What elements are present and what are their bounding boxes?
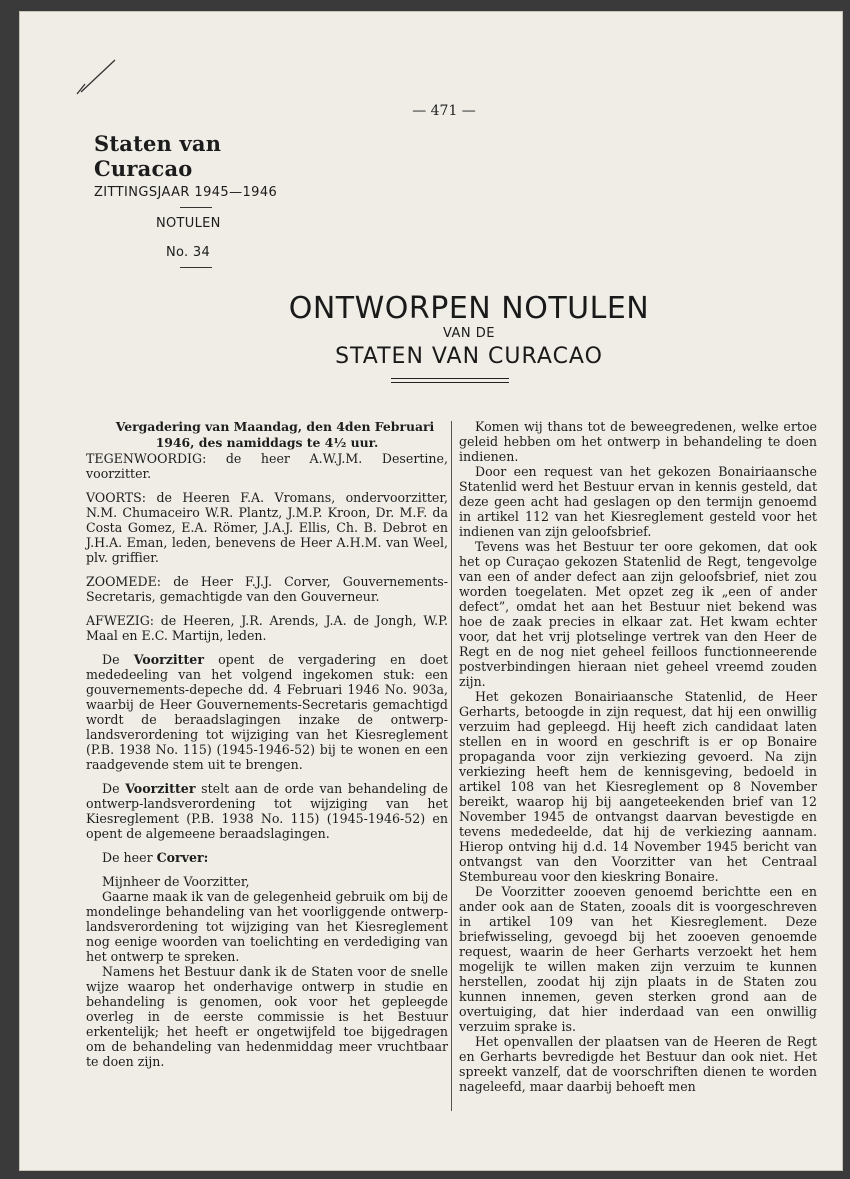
text-segment: De heer [102,850,157,865]
headline-line-3: STATEN VAN CURACAO [335,344,603,369]
opening-paragraph [86,652,448,772]
speaker-name: Corver: [156,850,209,865]
pencil-mark-icon [73,56,123,101]
agenda-paragraph [86,781,448,841]
speaker-line [86,850,448,865]
text-segment: opent de vergadering en doet mededeeling van het volgend ingekomen stuk: een gouvernements-depeche dd. 4 Februari 1946 No. 903a, waarbij de Heer Gouvernements-Secretaris gemachtigd wordt de beraadslagingen inzake de ontwerp-landsverordening tot wijziging van het Kiesreglement (P.B. 1938 No. 115) (1945-1946-52) bij te wonen en een raadgevende stem uit te brengen. [86,652,448,772]
meeting-heading: Vergadering van Maandag, den 4den Februari 1946, des namiddags te 4½ uur. [115,419,435,450]
text-segment: De [102,781,126,796]
document-page [19,11,843,1171]
headline-underline [391,378,509,379]
masthead-number: No. 34 [166,245,211,260]
headline-line-1: ONTWORPEN NOTULEN [288,291,650,326]
masthead-divider [180,207,212,208]
absent-paragraph: AFWEZIG: de Heeren, J.R. Arends, J.A. de Jongh, W.P. Maal en E.C. Martijn, leden. [86,613,448,643]
document-headline [199,291,739,369]
left-column [86,419,448,1069]
masthead-session: ZITTINGSJAAR 1945—1946 [94,185,278,200]
headline-underline-2 [391,382,509,383]
speaker-name: Voorzitter [125,781,196,796]
headline-line-2: VAN DE [442,326,496,341]
speech-paragraph-1: Gaarne maak ik van de gelegenheid gebruik om bij de mondelinge behandeling van het voorliggende ontwerp-landsverordening tot wijziging van het Kiesreglement nog eenige woorden van toelichting en verdediging van het ontwerp te spreken. [86,889,448,964]
speech-paragraph-3: Komen wij thans tot de beweegredenen, welke ertoe geleid hebben om het ontwerp in behandeling te doen indienen. [459,419,817,464]
with-paragraph: ZOOMEDE: de Heer F.J.J. Corver, Gouvernements-Secretaris, gemachtigde van den Gouverneur. [86,574,448,604]
masthead-divider-2 [180,267,212,268]
speech-paragraph-4: Door een request van het gekozen Bonairiaansche Statenlid werd het Bestuur ervan in kennis gesteld, dat deze geen acht had geslagen op den termijn genoemd in artikel 112 van het Kiesreglement gesteld voor het indienen van zijn geloofsbrief. [459,464,817,539]
column-divider [451,421,452,1111]
masthead [94,131,304,268]
masthead-title: Staten van Curacao [94,131,222,181]
speech-paragraph-8: Het openvallen der plaatsen van de Heeren de Regt en Gerharts bevredigde het Bestuur dan ook niet. Het spreekt vanzelf, dat de voorschriften dienen te worden nageleefd, maar daarbij behoeft men [459,1034,817,1094]
speech-paragraph-6: Het gekozen Bonairiaansche Statenlid, de Heer Gerharts, betoogde in zijn request, dat hij een onwillig verzuim had gepleegd. Hij heeft zich candidaat laten stellen en in woord en geschrift is er op Bonaire propaganda voor zijn verkiezing gevoerd. Na zijn verkiezing heeft hem de kennisgeving, bedoeld in artikel 108 van het Kiesreglement op 8 November bereikt, waarop hij bij aangeteekenden brief van 12 November 1945 de ontvangst daarvan bevestigde en tevens mededeelde, dat hij de verkiezing aannam. Hierop ontving hij d.d. 14 November 1945 bericht van ontvangst van den Voorzitter van het Centraal Stembureau voor den kieskring Bonaire. [459,689,817,884]
present-paragraph: TEGENWOORDIG: de heer A.W.J.M. Desertine, voorzitter. [86,451,448,481]
right-column [459,419,817,1094]
speech-paragraph-5: Tevens was het Bestuur ter oore gekomen, dat ook het op Curaçao gekozen Statenlid de Regt, tengevolge van een of ander defect aan zijn geloofsbrief, niet zou worden toegelaten. Met opzet zeg ik „een of ander defect”, omdat het aan het Bestuur niet bekend was hoe de zaak precies in elkaar zat. Het kwam echter voor, dat het vrij plotselinge vertrek van den Heer de Regt en de nog niet geheel feilloos functionneerende postverbindingen hieraan niet geheel vreemd zouden zijn. [459,539,817,689]
masthead-notulen: NOTULEN [156,216,221,231]
speech-paragraph-7: De Voorzitter zooeven genoemd berichtte een en ander ook aan de Staten, zooals dit is voorgeschreven in artikel 109 van het Kiesreglement. Deze briefwisseling, gevoegd bij het zooeven genoemde request, waarin de heer Gerharts verzoekt het hem mogelijk te willen maken zijn verzuim te kunnen herstellen, zoodat hij zijn plaats in de Staten zou kunnen innemen, geven sterken grond aan de overtuiging, dat hier inderdaad van een onwillig verzuim sprake is. [459,884,817,1034]
page-number: — 471 — [412,103,476,119]
speaker-name: Voorzitter [133,652,204,667]
text-segment: stelt aan de orde van behandeling de ontwerp-landsverordening tot wijziging van het Kiesreglement (P.B. 1938 No. 115) (1945-1946-52) en opent de algemeene beraadslagingen. [86,781,448,841]
text-segment: De [102,652,134,667]
also-present-paragraph: VOORTS: de Heeren F.A. Vromans, ondervoorzitter, N.M. Chumaceiro W.R. Plantz, J.M.P. Kroon, Dr. M.F. da Costa Gomez, E.A. Römer, J.A.J. Ellis, Ch. B. Debrot en J.H.A. Eman, leden, benevens de Heer A.H.M. van Weel, plv. griffier. [86,490,448,565]
salutation: Mijnheer de Voorzitter, [102,874,250,889]
speech-paragraph-2: Namens het Bestuur dank ik de Staten voor de snelle wijze waarop het onderhavige ontwerp in studie en behandeling is genomen, ook voor het gepleegde overleg in de eerste commissie is het Bestuur erkentelijk; het heeft er ongetwijfeld toe bijgedragen om de behandeling van hedenmiddag meer vruchtbaar te doen zijn. [86,964,448,1069]
